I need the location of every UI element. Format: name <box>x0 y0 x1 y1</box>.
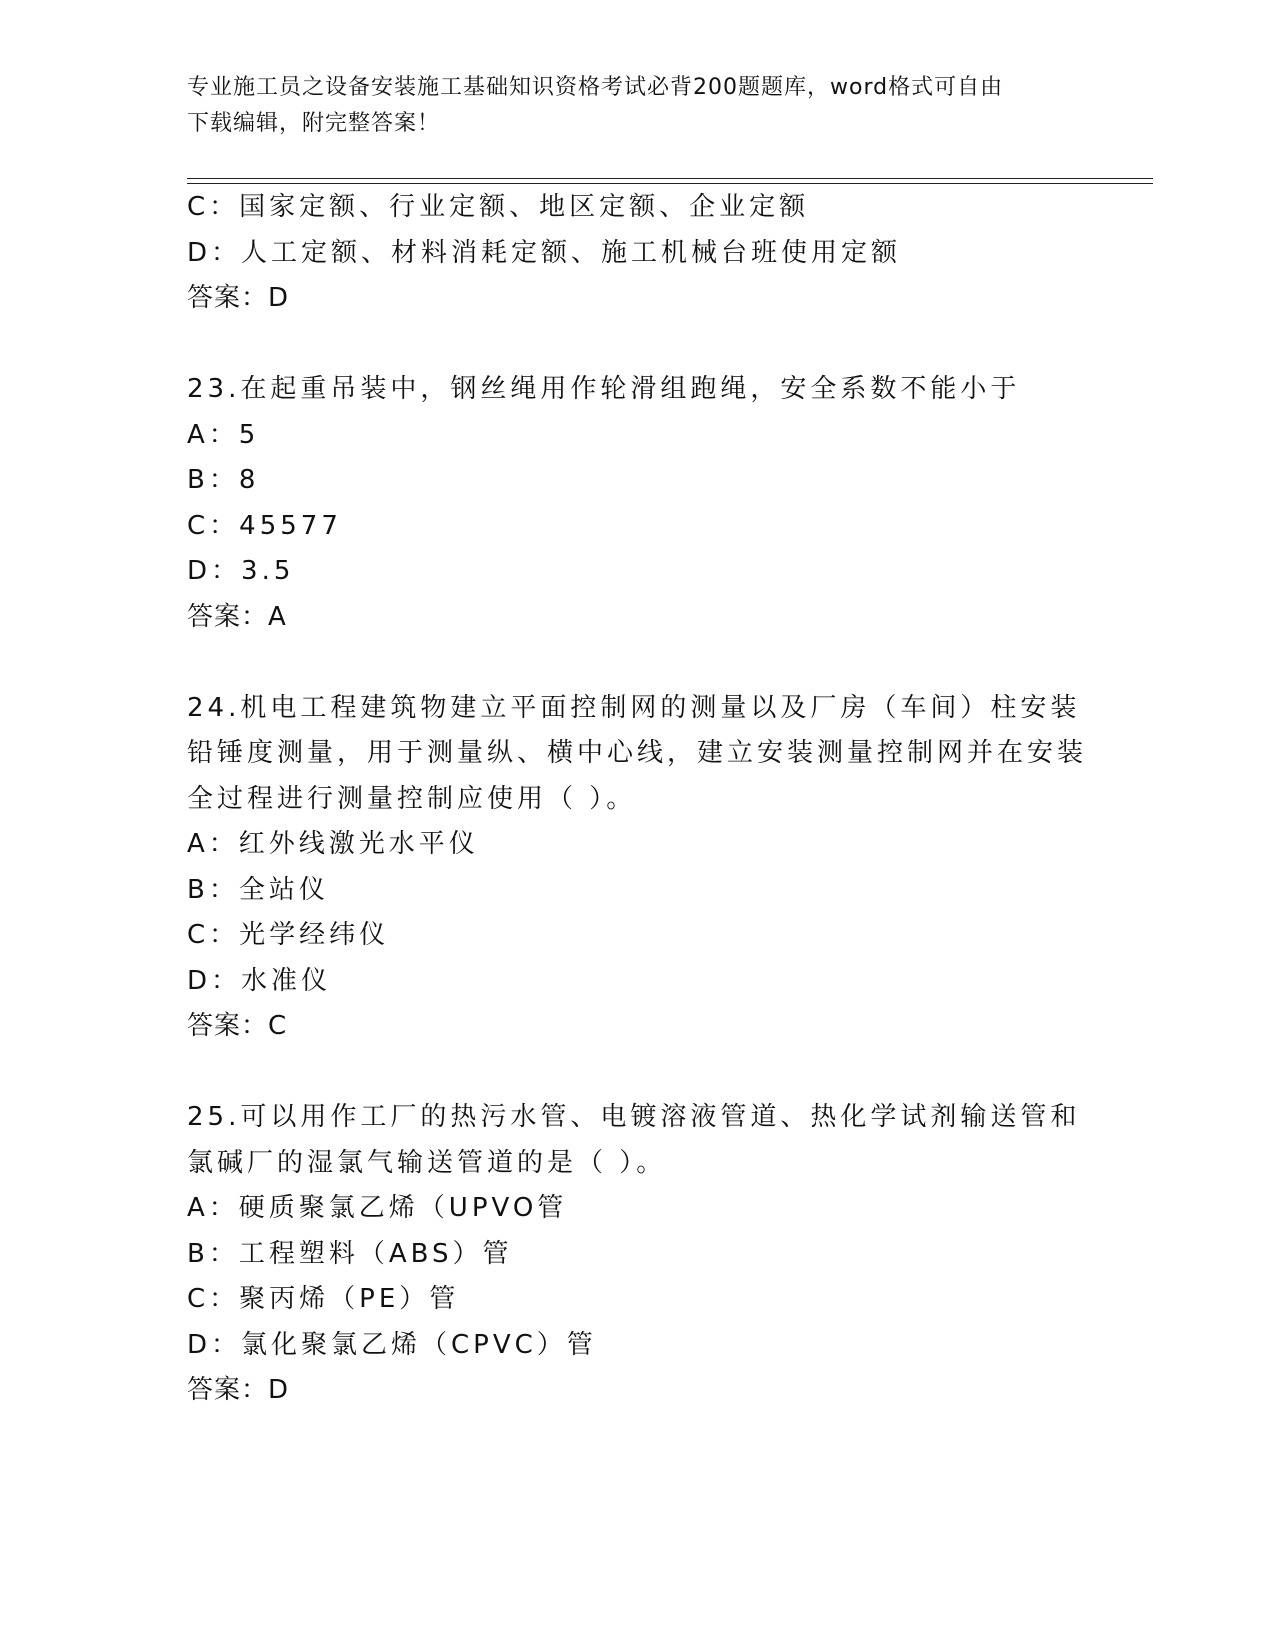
question-block-24 <box>187 686 1087 1050</box>
option-c: C：聚丙烯（PE）管 <box>187 1284 460 1314</box>
answer-line: 答案：C <box>187 1011 288 1041</box>
header-line-1: 专业施工员之设备安装施工基础知识资格考试必背200题题库，word格式可自由 <box>187 75 1004 100</box>
option-d: D：3.5 <box>187 556 295 586</box>
header-divider-bottom <box>187 183 1153 184</box>
option-b: B：工程塑料（ABS）管 <box>187 1238 513 1269</box>
document-header <box>187 70 1087 142</box>
question-block-25 <box>187 1095 1087 1414</box>
question-stem: 23.在起重吊装中，钢丝绳用作轮滑组跑绳，安全系数不能小于 <box>187 374 1021 404</box>
option-c: C：光学经纬仪 <box>187 920 390 950</box>
option-a: A：5 <box>187 419 260 450</box>
question-stem: 24.机电工程建筑物建立平面控制网的测量以及厂房（车间）柱安装铅锤度测量，用于测量纵、横中心线，建立安装测量控制网并在安装全过程进行测量控制应使用（ ）。 <box>187 692 1088 814</box>
header-divider-top <box>187 178 1153 179</box>
option-d: D：人工定额、材料消耗定额、施工机械台班使用定额 <box>187 237 902 268</box>
option-d: D：氯化聚氯乙烯（CPVC）管 <box>187 1329 597 1360</box>
option-b: B：8 <box>187 465 260 495</box>
header-line-2: 下载编辑，附完整答案！ <box>187 111 441 136</box>
option-b: B：全站仪 <box>187 874 329 905</box>
option-c: C：45577 <box>187 510 342 541</box>
option-a: A：红外线激光水平仪 <box>187 829 479 859</box>
question-block-partial <box>187 185 1087 322</box>
answer-line: 答案：D <box>187 283 290 313</box>
option-c: C：国家定额、行业定额、地区定额、企业定额 <box>187 192 810 222</box>
option-a: A：硬质聚氯乙烯（UPVO管 <box>187 1193 568 1223</box>
answer-line: 答案：A <box>187 601 287 632</box>
question-block-23 <box>187 367 1087 640</box>
question-list <box>187 185 1087 1414</box>
answer-line: 答案：D <box>187 1375 290 1405</box>
question-stem: 25.可以用作工厂的热污水管、电镀溶液管道、热化学试剂输送管和氯碱厂的湿氯气输送管道的是（ ）。 <box>187 1102 1081 1178</box>
option-d: D：水准仪 <box>187 965 332 996</box>
